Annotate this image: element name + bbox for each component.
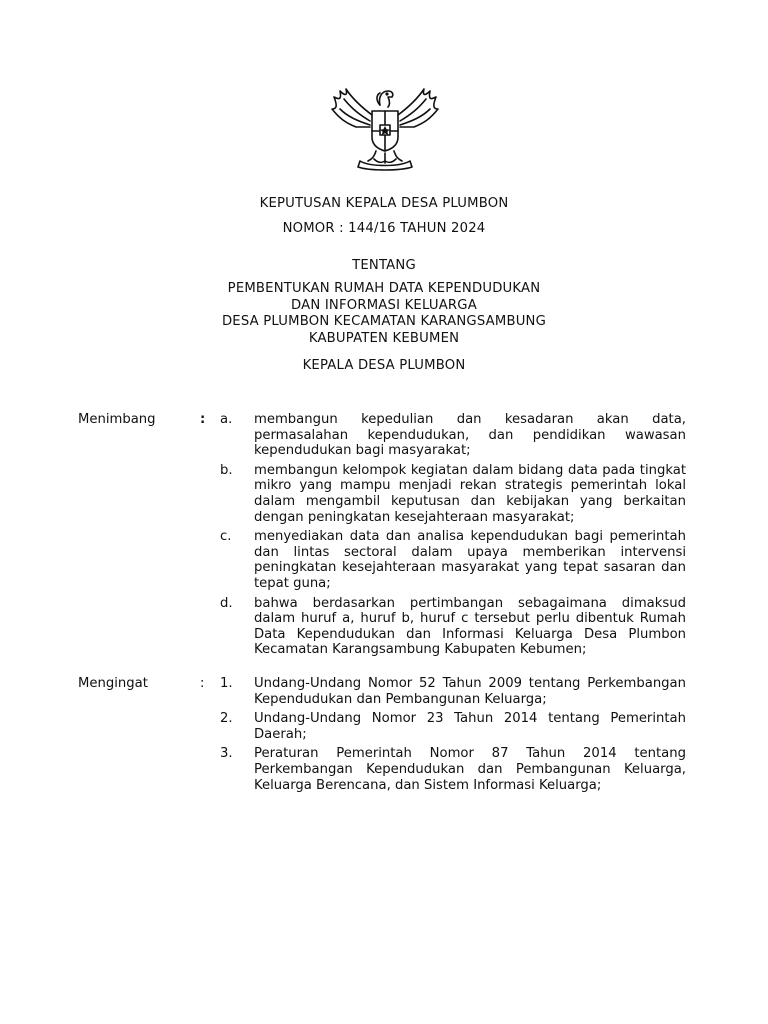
mengingat-colon: : — [200, 676, 205, 691]
list-item — [78, 529, 698, 591]
subject-line: KABUPATEN KEBUMEN — [308, 330, 460, 346]
list-item — [78, 746, 698, 793]
decree-number-block — [0, 221, 768, 238]
item-text: membangun kelompok kegiatan dalam bidang data pada tingkat mikro yang mampu menjadi rekan strategis pemerintah lokal dalam mengambil keputusan dan kebijakan yang berkaitan dengan peningkatan kesejahteraan masyarakat; — [254, 462, 686, 525]
item-text: Undang-Undang Nomor 52 Tahun 2009 tentang Perkembangan Kependudukan dan Pembangunan Keluarga; — [254, 676, 686, 707]
item-marker: 3. — [220, 746, 233, 762]
list-item — [78, 676, 698, 707]
menimbang-label: Menimbang — [78, 412, 156, 427]
about-block — [0, 258, 768, 275]
subject-line: DESA PLUMBON KECAMATAN KARANGSAMBUNG — [221, 314, 547, 329]
mengingat-section — [78, 676, 698, 797]
item-marker: 2. — [220, 711, 233, 727]
menimbang-colon: : — [200, 412, 206, 427]
list-item — [78, 463, 698, 525]
item-marker: c. — [220, 529, 232, 545]
issuer-block — [0, 358, 768, 375]
decree-title-block — [0, 196, 768, 213]
subject-block — [0, 281, 768, 347]
item-marker: b. — [220, 462, 233, 478]
issuer-heading: KEPALA DESA PLUMBON — [302, 358, 466, 373]
list-item — [78, 711, 698, 742]
item-text: Peraturan Pemerintah Nomor 87 Tahun 2014 tentang Perkembangan Kependudukan dan Pembangunan Keluarga, Keluarga Berencana, dan Sistem Informasi Keluarga; — [254, 746, 686, 793]
item-text: Undang-Undang Nomor 23 Tahun 2014 tentang Pemerintah Daerah; — [254, 711, 686, 742]
decree-title: KEPUTUSAN KEPALA DESA PLUMBON — [259, 196, 509, 211]
garuda-emblem-icon — [330, 75, 440, 175]
about-heading: TENTANG — [352, 258, 416, 273]
item-marker: a. — [220, 412, 233, 427]
subject-line: PEMBENTUKAN RUMAH DATA KEPENDUDUKAN — [227, 281, 541, 296]
item-text: bahwa berdasarkan pertimbangan sebagaimana dimaksud dalam huruf a, huruf b, huruf c tersebut perlu dibentuk Rumah Data Kependudukan dan Informasi Keluarga Desa Plumbon Kecamatan Karangsambung Kabupaten Kebumen; — [254, 595, 686, 658]
menimbang-section — [78, 412, 698, 662]
list-item — [78, 596, 698, 658]
mengingat-label: Mengingat — [78, 676, 148, 691]
list-item — [78, 412, 698, 459]
item-text: menyediakan data dan analisa kependudukan bagi pemerintah dan lintas sectoral dalam upaya memberikan intervensi peningkatan kesejahteraan masyarakat yang tepat sasaran dan tepat guna; — [254, 529, 686, 591]
decree-number: NOMOR : 144/16 TAHUN 2024 — [282, 221, 486, 236]
item-text: membangun kepedulian dan kesadaran akan data, permasalahan kependudukan, dan pendidikan wawasan kependudukan bagi masyarakat; — [254, 412, 686, 459]
item-marker: d. — [220, 595, 233, 611]
subject-line: DAN INFORMASI KELUARGA — [291, 297, 477, 313]
item-marker: 1. — [220, 676, 233, 691]
